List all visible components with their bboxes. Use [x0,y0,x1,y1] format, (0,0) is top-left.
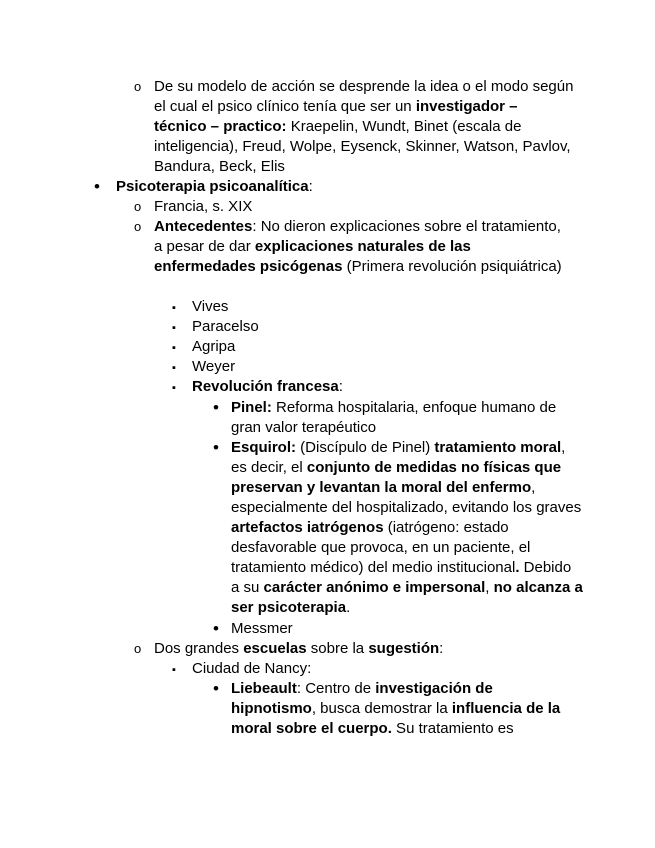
list-item-text: Agripa [192,338,236,355]
list-item-text: Pinel: Reforma hospitalaria, enfoque humano de gran valor terapéutico [231,399,557,436]
section-heading: Psicoterapia psicoanalítica: [116,178,313,195]
square-bullet-icon: ▪ [172,342,176,354]
square-bullet-icon: ▪ [172,382,176,394]
list-item-weyer [172,357,572,377]
circle-bullet-icon: o [134,199,142,214]
circle-bullet-icon: o [134,219,142,234]
list-item-pinel [213,398,568,438]
list-item-text: Revolución francesa: [192,378,343,395]
list-item-text: Vives [192,298,229,315]
list-item-text: Weyer [192,358,236,375]
dot-bullet-icon: • [213,438,219,457]
list-item-text: Ciudad de Nancy: [192,660,312,677]
list-item-nancy [172,659,572,679]
square-bullet-icon: ▪ [172,322,176,334]
list-item-liebeault [213,679,573,739]
list-item-escuelas [134,639,574,659]
list-item-paracelso [172,317,572,337]
dot-bullet-icon: • [213,398,219,417]
dot-bullet-icon: • [213,619,219,638]
list-item-text: Dos grandes escuelas sobre la sugestión: [154,640,444,657]
list-item-vives [172,297,572,317]
list-item-text: Liebeault: Centro de investigación de hipnotismo, busca demostrar la influencia de la moral sobre el cuerpo. Su tratamiento es [231,680,561,737]
list-item-esquirol [213,438,583,618]
list-item-text: De su modelo de acción se desprende la idea o el modo según el cual el psico clínico tenía que ser un investigador – técnico – practico: Kraepelin, Wundt, Binet (escala de inteligencia), Freud, Wolpe, Eysenck, Skinner, Watson, Pavlov, Bandura, Beck, Elis [154,78,574,175]
list-item-revolucion-francesa [172,377,572,397]
list-item-text: Messmer [231,620,293,637]
list-item-psicoterapia [94,177,574,197]
circle-bullet-icon: o [134,79,142,94]
circle-bullet-icon: o [134,641,142,656]
list-item-text: Francia, s. XIX [154,198,253,215]
list-item-antecedentes [134,217,564,277]
square-bullet-icon: ▪ [172,664,176,676]
disc-bullet-icon: • [94,177,100,196]
list-item-text: Antecedentes: No dieron explicaciones sobre el tratamiento, a pesar de dar explicaciones naturales de las enfermedades psicógenas (Primera revolución psiquiátrica) [154,218,562,275]
list-item-text: Paracelso [192,318,259,335]
list-item-text: Esquirol: (Discípulo de Pinel) tratamiento moral, es decir, el conjunto de medidas no físicas que preservan y levantan la moral del enfermo, especialmente del hospitalizado, evitando los graves artefactos iatrógenos (iatrógeno: estado desfavorable que provoca, en un paciente, el tratamiento médico) del medio institucional. Debido a su carácter anónimo e impersonal, no alcanza a ser psicoterapia. [231,439,583,616]
list-item-messmer [213,619,568,639]
dot-bullet-icon: • [213,679,219,698]
square-bullet-icon: ▪ [172,302,176,314]
list-item-francia [134,197,574,217]
list-item-modelo-accion [134,77,574,177]
list-item-agripa [172,337,572,357]
square-bullet-icon: ▪ [172,362,176,374]
